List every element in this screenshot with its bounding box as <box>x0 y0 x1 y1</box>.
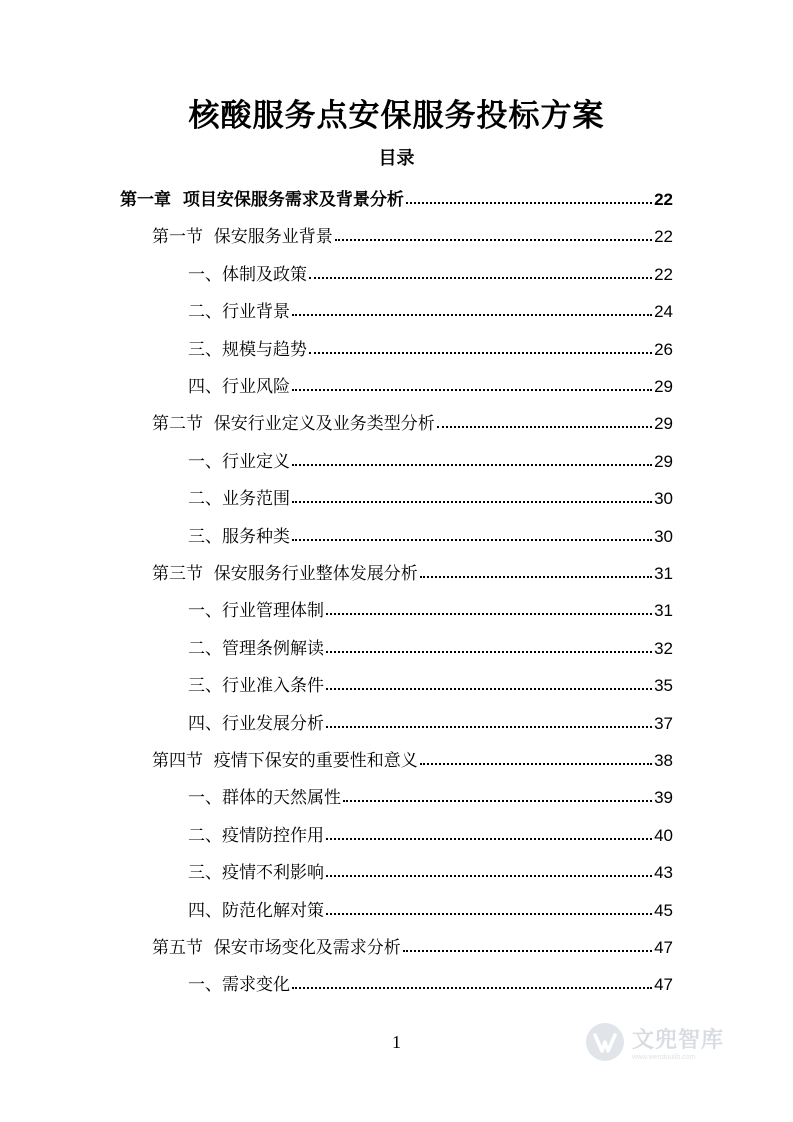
toc-entry-label: 第三节 保安服务行业整体发展分析 <box>152 564 418 584</box>
toc-entry-label: 四、行业风险 <box>188 377 290 397</box>
wendou-logo-icon <box>584 1021 626 1063</box>
page-number: 1 <box>392 1032 401 1052</box>
toc-entry-page: 29 <box>654 377 673 396</box>
document-title: 核酸服务点安保服务投标方案 <box>188 98 605 134</box>
toc-dot-leader <box>326 651 652 653</box>
toc-entry[interactable] <box>152 928 673 958</box>
toc-entry-label: 一、群体的天然属性 <box>188 788 341 809</box>
toc-entry-page: 32 <box>654 638 673 658</box>
toc-entry-label: 第五节 保安市场变化及需求分析 <box>152 938 401 958</box>
toc-entry-page: 30 <box>654 526 673 546</box>
toc-entry[interactable] <box>188 591 673 621</box>
toc-entry[interactable] <box>188 778 673 808</box>
watermark <box>584 1018 764 1066</box>
toc-dot-leader <box>292 464 652 466</box>
toc-dot-leader <box>309 352 652 354</box>
toc-heading: 目录 <box>378 148 415 169</box>
watermark-name: 文兜智库 <box>632 1028 725 1053</box>
toc-entry[interactable] <box>188 704 673 734</box>
toc-entry-page: 38 <box>654 751 673 770</box>
toc-entry-label: 三、服务种类 <box>188 526 290 547</box>
toc-entry-label: 四、防范化解对策 <box>188 900 324 921</box>
toc-entry-label: 三、行业准入条件 <box>188 676 324 697</box>
toc-entry[interactable] <box>120 180 673 210</box>
toc-entry-page: 26 <box>654 339 673 359</box>
toc-entry-label: 一、体制及政策 <box>188 264 307 285</box>
toc-entry-page: 29 <box>654 414 673 434</box>
toc-entry-label: 第四节 疫情下保安的重要性和意义 <box>152 751 418 771</box>
toc-entry-label: 二、行业背景 <box>188 302 290 323</box>
toc-entry-label: 第一节 保安服务业背景 <box>152 227 333 248</box>
toc-entry-page: 22 <box>654 190 673 209</box>
toc-entry-label: 二、业务范围 <box>188 489 290 510</box>
toc-entry-label: 三、疫情不利影响 <box>188 863 324 884</box>
toc-dot-leader <box>437 426 652 428</box>
toc-entry-page: 47 <box>654 938 673 957</box>
toc-entry-page: 29 <box>654 451 673 471</box>
toc-entry-label: 三、规模与趋势 <box>188 339 307 360</box>
toc-entry-page: 40 <box>654 825 673 845</box>
toc-entry-page: 37 <box>654 713 673 733</box>
toc-entry[interactable] <box>152 554 673 584</box>
toc-entry[interactable] <box>188 479 673 509</box>
watermark-url: www.wendoulib.com <box>632 1054 696 1061</box>
toc-entry-page: 31 <box>654 564 673 583</box>
toc-dot-leader <box>403 950 652 952</box>
toc-dot-leader <box>335 239 652 241</box>
toc-entry[interactable] <box>188 517 673 547</box>
toc-entry[interactable] <box>152 741 673 771</box>
toc-dot-leader <box>292 501 652 503</box>
toc-entry-label: 二、疫情防控作用 <box>188 825 324 846</box>
toc-entry-page: 30 <box>654 489 673 509</box>
toc-entry-page: 22 <box>654 227 673 247</box>
toc-dot-leader <box>292 389 652 391</box>
toc-entry[interactable] <box>152 217 673 247</box>
toc-entry-label: 一、行业定义 <box>188 451 290 472</box>
toc-entry[interactable] <box>188 255 673 285</box>
toc-entry-label: 二、管理条例解读 <box>188 638 324 659</box>
toc-entry-label: 四、行业发展分析 <box>188 713 324 734</box>
toc-entry[interactable] <box>188 891 673 921</box>
toc-dot-leader <box>420 763 652 765</box>
toc-entry-label: 一、需求变化 <box>188 975 290 996</box>
toc-dot-leader <box>420 576 652 578</box>
toc-dot-leader <box>292 539 652 541</box>
toc-entry-label: 第一章 项目安保服务需求及背景分析 <box>120 190 404 210</box>
toc-dot-leader <box>326 726 652 728</box>
toc-entry-page: 45 <box>654 900 673 920</box>
toc-entry-page: 35 <box>654 676 673 696</box>
toc-dot-leader <box>343 800 652 802</box>
toc-dot-leader <box>326 688 652 690</box>
toc-dot-leader <box>292 987 652 989</box>
toc-entry[interactable] <box>188 292 673 322</box>
toc-entry[interactable] <box>188 965 673 995</box>
toc-dot-leader <box>292 314 652 316</box>
toc-entry-label: 第二节 保安行业定义及业务类型分析 <box>152 414 435 435</box>
toc-dot-leader <box>326 913 652 915</box>
toc-entry[interactable] <box>188 853 673 883</box>
toc-entry-label: 一、行业管理体制 <box>188 601 324 622</box>
toc-entry[interactable] <box>188 816 673 846</box>
toc-dot-leader <box>309 277 652 279</box>
toc-entry-page: 47 <box>654 975 673 995</box>
toc-entry[interactable] <box>188 330 673 360</box>
toc-entry-page: 39 <box>654 788 673 808</box>
toc-entry[interactable] <box>188 367 673 397</box>
toc-dot-leader <box>326 875 652 877</box>
toc-entry[interactable] <box>152 404 673 434</box>
toc-dot-leader <box>326 613 652 615</box>
toc-entry[interactable] <box>188 666 673 696</box>
toc-dot-leader <box>406 202 652 204</box>
toc-dot-leader <box>326 838 652 840</box>
toc-entry-page: 22 <box>654 264 673 284</box>
toc-entry-page: 24 <box>654 302 673 322</box>
toc-entry-page: 43 <box>654 863 673 883</box>
toc-entry[interactable] <box>188 442 673 472</box>
toc-entry[interactable] <box>188 629 673 659</box>
toc-entry-page: 31 <box>654 601 673 621</box>
